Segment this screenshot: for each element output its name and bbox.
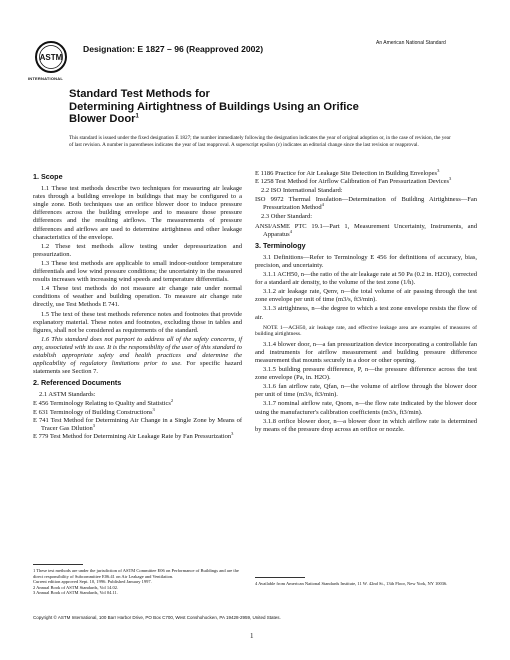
definition-3-1-3: 3.1.3 airtightness, n—the degree to which a test zone envelope resists the flow of air. <box>255 305 477 321</box>
iso-standard-heading: 2.2 ISO International Standard: <box>261 187 343 195</box>
footnote-1: 1 These test methods are under the jurisdiction of ASTM Committee E06 on Performance of Buildings and are the direct responsibility of Subcommittee E06.41 on Air Leakage and Ventilation. <box>33 568 239 579</box>
paragraph-1-5: 1.5 The text of these test methods reference notes and footnotes that provide explanatory material. These notes and footnotes, excluding those in tables and figures, shall not be considered as requirements of the standard. <box>33 310 242 334</box>
footnote-2: 2 Annual Book of ASTM Standards, Vol 14.02. <box>33 584 119 590</box>
definition-3-1: 3.1 Definitions—Refer to Terminology E 456 for definitions of accuracy, bias, precision, and uncertainty. <box>255 253 477 269</box>
reference-item: E 1258 Test Method for Airflow Calibration of Fan Pressurization Devices$^3$ <box>255 175 452 186</box>
definition-3-1-5: 3.1.5 building pressure difference, P, n—the pressure difference across the test zone envelope (Pa, in. H2O). <box>255 366 477 382</box>
definition-3-1-8: 3.1.8 orifice blower door, n—a blower door in which airflow rate is determined by means of the pressure drop across an orifice or nozzle. <box>255 417 477 433</box>
astm-logo <box>34 40 68 76</box>
document-title <box>69 88 429 126</box>
paragraph-1-1: 1.1 These test methods describe two techniques for measuring air leakage rates through a building envelope in buildings that may be configured to a single zone. Both techniques use an orifice blower door to induce pressure differences across the building envelope and to measure those pressure differences and the resulting airflows. The measurements of pressure differences and airflows are used to determine airtightness and other leakage characteristics of the envelope. <box>33 185 242 241</box>
section-heading-terminology: 3. Terminology <box>255 240 306 250</box>
astm-standards-heading: 2.1 ASTM Standards: <box>39 391 96 399</box>
definition-3-1-7: 3.1.7 nominal airflow rate, Qnom, n—the flow rate indicated by the blower door using the manufacturer's calibration coefficients (m3/s, ft3/min). <box>255 400 477 416</box>
reference-item: ISO 9972 Thermal Insulation—Determination of Building Airtightness—Fan Pressurization Method$^4$ <box>255 196 477 212</box>
copyright-line: Copyright © ASTM International, 100 Barr Harbor Drive, PO Box C700, West Conshohocken, PA 19428-2959, United States. <box>33 615 281 620</box>
note-1: NOTE 1—ACH50, air leakage rate, and effective leakage area are examples of measures of building airtightness. <box>255 324 477 338</box>
footnote-divider <box>255 577 305 578</box>
reference-item: E 779 Test Method for Determining Air Leakage Rate by Fan Pressurization$^3$ <box>33 430 234 440</box>
title-line-3: Blower Door$^1$ <box>69 113 139 125</box>
footnote-divider <box>33 564 83 565</box>
definition-3-1-4: 3.1.4 blower door, n—a fan pressurization device incorporating a controllable fan and instruments for airflow measurement and building pressure difference measurement that mounts securely in a door or other opening. <box>255 340 477 364</box>
footnotes-right <box>255 577 477 587</box>
title-line-2: Determining Airtightness of Buildings Using an Orifice <box>69 100 359 113</box>
page-number: 1 <box>250 632 254 640</box>
national-standard-label: An American National Standard <box>376 40 446 46</box>
footnote-4: 4 Available from American National Standards Institute, 11 W. 42nd St., 13th Floor, New York, NY 10036. <box>255 581 448 586</box>
other-standard-heading: 2.3 Other Standard: <box>261 213 313 221</box>
footnote-1-edition: Current edition approved Sept. 10, 1996. Published January 1997. <box>33 579 152 585</box>
reference-item: ANSI/ASME PTC 19.1—Part 1, Measurement Uncertainty, Instruments, and Apparatus$^4$ <box>255 222 477 238</box>
logo-caption: INTERNATIONAL <box>28 76 63 81</box>
logo-text: ASTM <box>39 53 63 62</box>
paragraph-1-4: 1.4 These test methods do not measure air change rate under normal conditions of weather and building operation. To measure air change rate directly, use Test Methods E 741. <box>33 285 242 309</box>
paragraph-1-3: 1.3 These test methods are applicable to small indoor-outdoor temperature differentials and low wind pressure conditions; the uncertainty in the measured results increases with increasing wind speeds and temperature differentials. <box>33 259 242 284</box>
footnote-3: 3 Annual Book of ASTM Standards, Vol 04.11. <box>33 590 118 596</box>
reference-item: E 456 Terminology Relating to Quality and Statistics$^2$ <box>33 398 174 408</box>
right-column <box>255 167 477 435</box>
definition-3-1-6: 3.1.6 fan airflow rate, Qfan, n—the volume of airflow through the blower door per unit of time (m3/s, ft3/min). <box>255 383 477 399</box>
reference-item: E 741 Test Method for Determining Air Change in a Single Zone by Means of Tracer Gas Dilution$^3$ <box>33 416 242 432</box>
reference-item: E 1186 Practice for Air Leakage Site Detection in Building Envelopes$^3$ <box>255 167 440 177</box>
standard-issuance-note: This standard is issued under the fixed designation E 1827; the number immediately following the designation indicates the year of original adoption or, in the case of revision, the year of last revision. A number in parentheses indicates the year of last reapproval. A superscript epsilon (ε) indicates an editorial change since the last revision or reapproval. <box>69 135 451 148</box>
title-line-1: Standard Test Methods for <box>69 88 210 100</box>
paragraph-1-6: 1.6 This standard does not purport to address all of the safety concerns, if any, associated with its use. It is the responsibility of the user of this standard to establish appropriate safety and health practices and determine the applicability of regulatory limitations prior to use. For specific hazard statements see Section 7. <box>33 335 243 376</box>
paragraph-1-2: 1.2 These test methods allow testing under depressurization and pressurization. <box>33 242 242 258</box>
reference-item: E 631 Terminology of Building Constructions$^3$ <box>33 406 155 416</box>
designation: Designation: E 1827 – 96 (Reapproved 2002) <box>83 44 264 54</box>
section-heading-scope: 1. Scope <box>33 172 63 181</box>
section-heading-references: 2. Referenced Documents <box>33 378 122 388</box>
left-column <box>33 170 242 441</box>
definition-3-1-2: 3.1.2 air leakage rate, Qenv, n—the total volume of air passing through the test zone envelope per unit of time (m3/s, ft3/min). <box>255 288 477 304</box>
title-footnote-marker: 1 <box>135 113 139 120</box>
definition-3-1-1: 3.1.1 ACH50, n—the ratio of the air leakage rate at 50 Pa (0.2 in. H2O), corrected for a standard air density, to the volume of the test zone (1/h). <box>255 271 477 287</box>
footnotes-left <box>33 564 242 596</box>
